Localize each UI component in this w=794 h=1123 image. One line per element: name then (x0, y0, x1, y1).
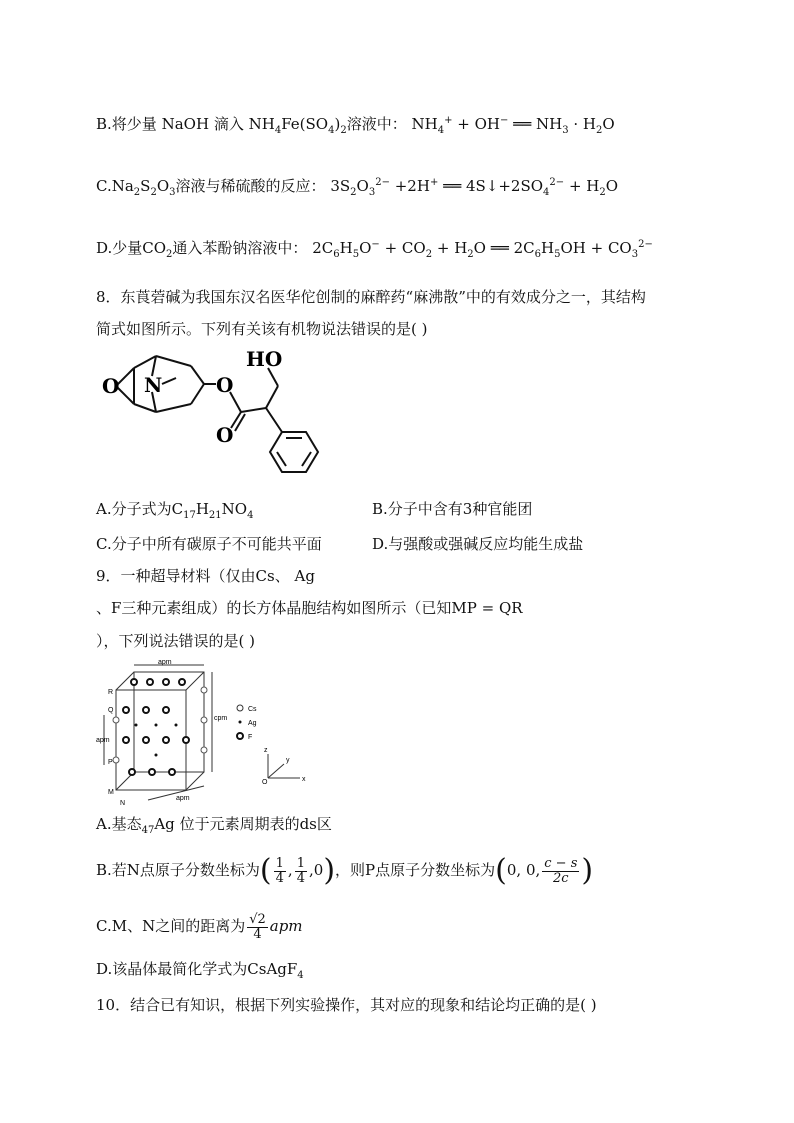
text: ══ (513, 115, 532, 133)
text: O (605, 177, 619, 195)
text: Fe(SO (281, 115, 329, 133)
text: 47 (141, 825, 155, 836)
crystal-cell-figure (96, 660, 316, 810)
q8-stem-line2: 简式如图所示。下列有关该有机物说法错误的是( ) (96, 320, 428, 338)
option-9a (96, 813, 332, 842)
option-8c: C.分子中所有碳原子不可能共平面 (96, 535, 322, 553)
text: 2 (425, 249, 433, 260)
q8-stem-line1: 8．东莨菪碱为我国东汉名医华佗创制的麻醉药“麻沸散”中的有效成分之一，其结构 (96, 288, 646, 306)
text: + H (568, 177, 600, 195)
text: NaOH (161, 115, 210, 133)
text: 6 (333, 249, 340, 260)
text: 4 (275, 870, 284, 886)
text: 4 (247, 510, 254, 521)
option-8a (96, 498, 253, 527)
text: + (444, 115, 453, 126)
text: 、 (274, 567, 290, 585)
text: 通入苯酚钠溶液中： (172, 239, 308, 257)
option-8b: B.分子中含有3种官能团 (372, 500, 533, 518)
text: 4 (328, 125, 335, 136)
text: H (195, 500, 209, 518)
text: 3 (169, 187, 176, 198)
text: 2 (467, 249, 474, 260)
text: +2H (394, 177, 430, 195)
text: O (262, 779, 268, 786)
text: 5 (554, 249, 561, 260)
text: 2 (133, 187, 141, 198)
text: x (302, 776, 306, 783)
text: + (429, 177, 439, 188)
text: H (339, 239, 353, 257)
text: 、F三种元素组成）的长方体晶胞结构如图所示（已知 (96, 599, 452, 617)
q9-stem-line1 (96, 565, 315, 587)
text: O (216, 373, 234, 397)
text: 2 (340, 125, 347, 136)
text: apm (269, 917, 303, 935)
text: F (248, 734, 253, 741)
text: 2 (166, 249, 173, 260)
text: c − s (544, 855, 578, 871)
text: − (499, 115, 509, 126)
text: 3 (368, 187, 376, 198)
text: OH + CO (560, 239, 632, 257)
text: Ag (294, 567, 315, 585)
option-7d (96, 234, 653, 266)
text: 6 (534, 249, 541, 260)
text: 2 (596, 125, 603, 136)
text: 2 (350, 187, 357, 198)
text: 2C (513, 239, 535, 257)
text: Q (108, 707, 114, 714)
text: NO (221, 500, 248, 518)
text: 滴入 (213, 115, 244, 133)
text: O (216, 423, 234, 447)
text: 0 (313, 861, 324, 879)
text: 4 (297, 970, 304, 981)
option-7b (96, 110, 615, 142)
text: C (171, 500, 184, 518)
text: N (144, 373, 163, 397)
text: A.基态 (96, 815, 142, 833)
text: O (359, 239, 372, 257)
text: CO (142, 239, 167, 257)
text: apm (176, 795, 190, 802)
text: + OH (457, 115, 500, 133)
text: NH (536, 115, 563, 133)
text: M (108, 789, 114, 796)
text: HO (246, 347, 283, 371)
scopolamine-structure (96, 346, 336, 492)
text: 区 (316, 815, 332, 833)
text: 3 (562, 125, 569, 136)
text: ══ (443, 177, 462, 195)
text: N (120, 800, 126, 807)
text: D.少量 (96, 239, 143, 257)
option-9c (96, 906, 303, 946)
text: ，则P点原子分数坐标为 (335, 861, 496, 879)
q9-stem-line2 (96, 597, 523, 619)
text: H (541, 239, 555, 257)
text: MP = QR (451, 599, 523, 617)
text: 2− (375, 177, 390, 188)
option-8d: D.与强酸或强碱反应均能生成盐 (372, 535, 584, 553)
text: Cs (255, 567, 275, 585)
text: − (371, 239, 380, 250)
text: 0, 0, (506, 861, 541, 879)
text: Cs (248, 706, 257, 713)
text: 3S (330, 177, 351, 195)
text: 溶液中： (346, 115, 407, 133)
text: 1 (275, 855, 284, 871)
text: 4 (296, 870, 305, 886)
q10-stem: 10．结合已有知识，根据下列实验操作，其对应的现象和结论均正确的是( ) (96, 996, 597, 1014)
text: P (108, 759, 113, 766)
text: z (264, 747, 268, 754)
text: R (108, 689, 114, 696)
text: √2 (249, 911, 266, 927)
text: O (102, 374, 120, 398)
text: 4 (253, 926, 262, 942)
text: O (356, 177, 369, 195)
text: + CO (384, 239, 426, 257)
text: O (473, 239, 486, 257)
text: D.该晶体最简化学式为 (96, 960, 248, 978)
text: 1 (296, 855, 305, 871)
text: · H (573, 115, 596, 133)
q9-stem-line3: ），下列说法错误的是( ) (96, 632, 255, 650)
text: 溶液与稀硫酸的反应： (175, 177, 326, 195)
text: cpm (214, 715, 228, 722)
option-7c (96, 172, 618, 204)
text: O (156, 177, 170, 195)
text: 2− (549, 177, 565, 188)
text: B.将少量 (96, 115, 157, 133)
text: Na (111, 177, 134, 195)
text: 4 (543, 187, 550, 198)
text: apm (96, 737, 110, 744)
text: ══ (490, 239, 509, 257)
text: + H (436, 239, 468, 257)
text: 2− (638, 239, 653, 250)
text: 4 (274, 125, 282, 136)
text: 4S↓+2SO (465, 177, 544, 195)
text: C.M、N之间的距离为 (96, 917, 246, 935)
text: NH (411, 115, 438, 133)
text: O (602, 115, 615, 133)
text: ) (334, 115, 341, 133)
option-9d (96, 958, 304, 987)
text: 17 (183, 510, 196, 521)
text: 3 (631, 249, 639, 260)
text: C. (96, 177, 112, 195)
text: ds (299, 815, 317, 833)
text: 位于元素周期表的 (179, 815, 300, 833)
text: 5 (352, 249, 360, 260)
text: 9．一种超导材料（仅由 (96, 567, 256, 585)
option-9b: B.若N点原子分数坐标为( $\frac{1}{4}$ , $\frac{1}{4}$ ,0)，则P点原子分数坐标为(0, 0, $\frac{c - s}{2c}$ ) (96, 853, 594, 888)
text: NH (248, 115, 275, 133)
text: apm (158, 660, 172, 666)
text: B.若N点原子分数坐标为 (96, 861, 260, 879)
text: Ag (154, 815, 175, 833)
text: Ag (248, 720, 257, 727)
text: 2c (553, 870, 569, 886)
text: 4 (437, 125, 445, 136)
text: CsAgF (247, 960, 298, 978)
text: y (286, 757, 290, 764)
text: 2 (150, 187, 157, 198)
text: A.分子式为 (96, 500, 172, 518)
text: 21 (208, 510, 222, 521)
text: 2 (599, 187, 606, 198)
text: S (140, 177, 151, 195)
text: 2C (312, 239, 334, 257)
